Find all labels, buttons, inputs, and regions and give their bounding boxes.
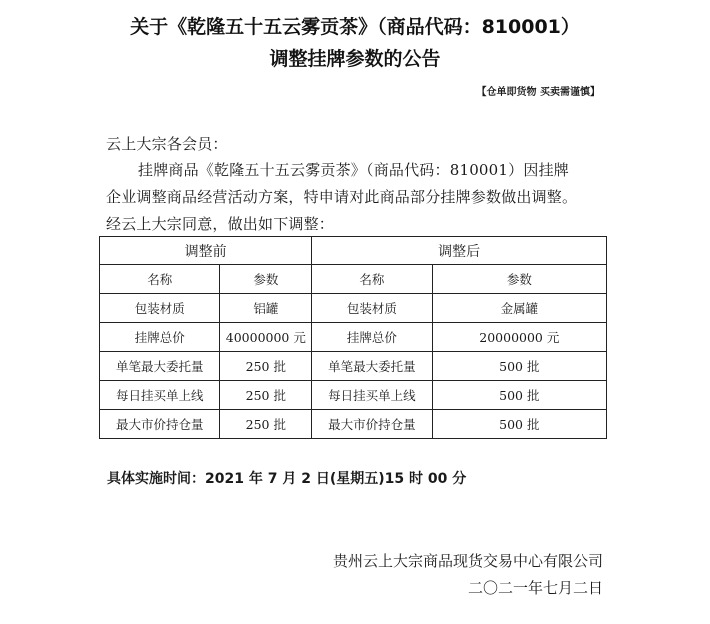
body-paragraph-line3: 经云上大宗同意，做出如下调整：	[106, 215, 335, 233]
table-column-row	[100, 265, 607, 294]
before-name-cell: 挂牌总价	[100, 323, 220, 352]
before-value-cell: 250 批	[220, 352, 312, 381]
before-value-cell: 250 批	[220, 381, 312, 410]
after-value-cell: 500 批	[432, 410, 606, 439]
column-header-name: 名称	[312, 265, 432, 294]
adjustment-table	[99, 236, 607, 439]
after-name-cell: 包装材质	[312, 294, 432, 323]
before-value-cell: 40000000 元	[220, 323, 312, 352]
before-value-cell: 铝罐	[220, 294, 312, 323]
before-value-cell: 250 批	[220, 410, 312, 439]
after-name-cell: 每日挂买单上线	[312, 381, 432, 410]
before-name-cell: 每日挂买单上线	[100, 381, 220, 410]
after-name-cell: 最大市价持仓量	[312, 410, 432, 439]
body-paragraph-line2: 企业调整商品经营活动方案，特申请对此商品部分挂牌参数做出调整。	[106, 188, 578, 206]
table-row	[100, 323, 607, 352]
before-header: 调整前	[100, 237, 312, 265]
table-header-row	[100, 237, 607, 265]
issue-date: 二〇二一年七月二日	[467, 579, 603, 597]
after-value-cell: 20000000 元	[432, 323, 606, 352]
column-header-name: 名称	[100, 265, 220, 294]
page-title-line2: 调整挂牌参数的公告	[269, 48, 441, 70]
before-name-cell: 包装材质	[100, 294, 220, 323]
before-name-cell: 最大市价持仓量	[100, 410, 220, 439]
effective-time: 具体实施时间：2021 年 7 月 2 日(星期五)15 时 00 分	[107, 471, 467, 487]
column-header-param: 参数	[432, 265, 606, 294]
risk-notice: 【仓单即货物 买卖需谨慎】	[476, 87, 600, 98]
body-paragraph-line1: 挂牌商品《乾隆五十五云雾贡茶》（商品代码：810001）因挂牌	[138, 161, 569, 179]
after-value-cell: 500 批	[432, 381, 606, 410]
after-name-cell: 挂牌总价	[312, 323, 432, 352]
after-header: 调整后	[312, 237, 607, 265]
table-row	[100, 352, 607, 381]
after-name-cell: 单笔最大委托量	[312, 352, 432, 381]
salutation: 云上大宗各会员：	[106, 135, 228, 153]
issuing-organization: 贵州云上大宗商品现货交易中心有限公司	[332, 552, 603, 570]
table-row	[100, 294, 607, 323]
before-name-cell: 单笔最大委托量	[100, 352, 220, 381]
page-title-line1: 关于《乾隆五十五云雾贡茶》（商品代码：810001）	[130, 16, 580, 38]
column-header-param: 参数	[220, 265, 312, 294]
table-row	[100, 381, 607, 410]
after-value-cell: 金属罐	[432, 294, 606, 323]
table-row	[100, 410, 607, 439]
after-value-cell: 500 批	[432, 352, 606, 381]
